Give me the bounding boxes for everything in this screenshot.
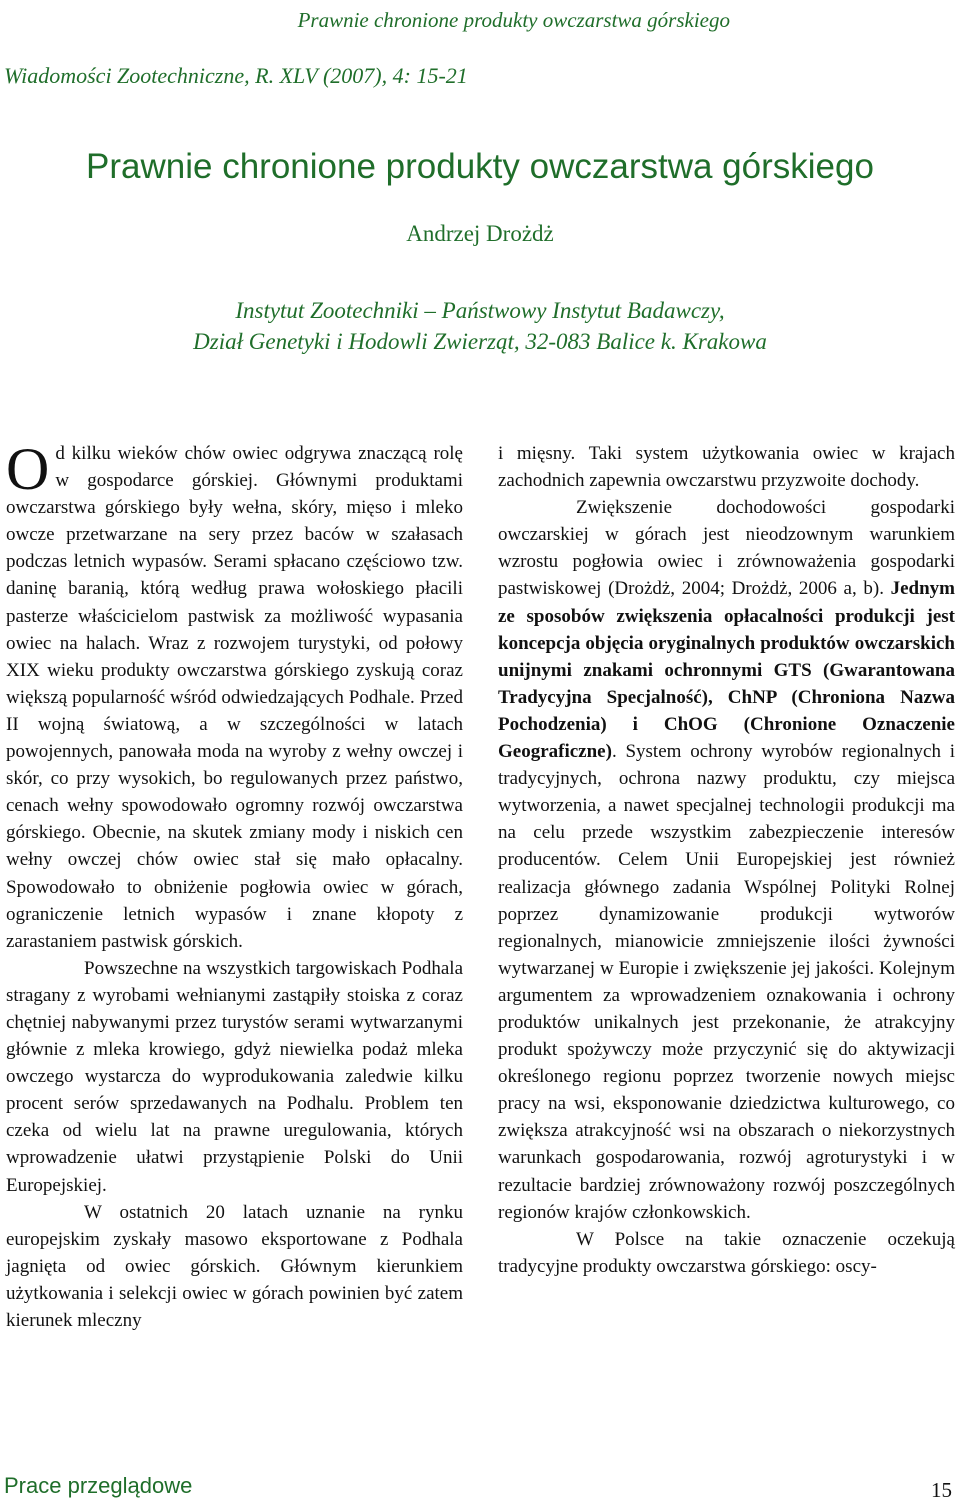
- right-paragraph-2-end: . System ochrony wyrobów regionalnych i tradycyjnych, ochrona nazwy produktu, czy miejsca wytworzenia, a nawet specjalnej technologii produkcji ma na celu przede wszystkim zabezpieczenie interesów producentów. Celem Unii Europejskiej jest również realizacja głównego zadania Wspólnej Polityki Rolnej poprzez dynamizowanie produkcji wytworów regionalnych, mianowicie zmniejszenie ilości żywności wytwarzanej w Europie i zwiększenie jej jakości. Kolejnym argumentem za wprowadzeniem oznakowania i ochrony produktów unikalnych jest przekonanie, że atrakcyjny produkt spożywczy może przyczynić się do aktywizacji określonego regionu poprzez tworzenie nowych miejsc pracy na wsi, eksponowanie dziedzictwa kulturowego, co zwiększa atrakcyjność wsi na obszarach o niekorzystnych warunkach gospodarowania, rozwój agroturystyki i w rezultacie bardziej zrównoważony rozwój poszczególnych regionów krajów członkowskich.: [498, 741, 955, 1223]
- right-paragraph-2-bold: Jednym ze sposobów zwiększenia opłacalności produkcji jest koncepcja objęcia oryginalnych produktów owczarskich unijnymi znakami ochronnymi GTS (Gwarantowana Tradycyjna Specjalność), ChNP (Chroniona Nazwa Pochodzenia) i ChOG (Chronione Oznaczenie Geograficzne): [498, 578, 955, 763]
- left-paragraph-3: W ostatnich 20 latach uznanie na rynku europejskim zyskały masowo eksportowane z Podhala jagnięta od owiec górskich. Głównym kierunkiem użytkowania i selekcji owiec w górach powinien być zatem kierunek mleczny: [6, 1201, 463, 1331]
- affiliation-line-2: Dział Genetyki i Hodowli Zwierząt, 32-083 Balice k. Krakowa: [193, 329, 767, 354]
- journal-citation: Wiadomości Zootechniczne, R. XLV (2007), 4: 15-21: [4, 63, 468, 88]
- affiliation-line-1: Instytut Zootechniki – Państwowy Instytut Badawczy,: [235, 298, 725, 323]
- left-paragraph-1-text: d kilku wieków chów owiec odgrywa znaczącą rolę w gospodarce górskiej. Głównymi produktami owczarstwa górskiego były wełna, skóry, mięso i mleko owcze przetwarzane na sery przez baców w szałasach podczas letnich wypasów. Serami spłacano częściowo tzw. daninę baranią, którą według prawa wołoskiego płacili pasterze właścicielom pastwisk za możliwość wypasania owiec na halach. Wraz z rozwojem turystyki, od połowy XIX wieku produkty owczarstwa górskiego zyskują coraz większą popularność wśród odwiedzających Podhale. Przed II wojną światową, a w szczególności w latach powojennych, panowała moda na wyroby z wełny owczej i skór, co przy wysokich, bo regulowanych przez państwo, cenach wełny spowodowało ogromny rozwój owczarstwa górskiego. Obecnie, na skutek zmiany mody i niskich cen wełny owczej chów owiec stał się mało opłacalny. Spowodowało to obniżenie pogłowia owiec w górach, ograniczenie letnich wypasów i znane kłopoty z zarastaniem pastwisk górskich.: [6, 443, 463, 952]
- footer-section-label: Prace przeglądowe: [4, 1473, 193, 1498]
- author-name: Andrzej Drożdż: [406, 221, 554, 246]
- right-paragraph-2: [498, 494, 955, 1226]
- article-title: Prawnie chronione produkty owczarstwa górskiego: [86, 147, 874, 186]
- right-paragraph-2-start: Zwiększenie dochodowości gospodarki owczarskiej w górach jest nieodzownym warunkiem wzrostu pogłowia owiec i zrównoważenia gospodarki pastwiskowej (Drożdż, 2004; Drożdż, 2006 a, b).: [498, 497, 955, 600]
- page-number: 15: [931, 1478, 952, 1502]
- running-header: Prawnie chronione produkty owczarstwa górskiego: [297, 8, 730, 32]
- left-paragraph-1: [6, 436, 463, 955]
- right-column: [498, 440, 955, 1280]
- left-column: [6, 436, 463, 1334]
- left-paragraph-2: Powszechne na wszystkich targowiskach Podhala stragany z wyrobami wełnianymi zastąpiły stoiska z coraz chętniej nabywanymi przez turystów serami wytwarzanymi głównie z mleka krowiego, gdyż niewielka podaż mleka owczego wystarcza do wyprodukowania zaledwie kilku procent serów sprzedawanych na Podhalu. Problem ten czeka od wielu lat na prawne uregulowania, których wprowadzenie ułatwi przystąpienie Polski do Unii Europejskiej.: [6, 957, 463, 1196]
- drop-cap: O: [6, 436, 50, 502]
- right-paragraph-3: W Polsce na takie oznaczenie oczekują tradycyjne produkty owczarstwa górskiego: oscy-: [498, 1228, 955, 1277]
- right-paragraph-1: i mięsny. Taki system użytkowania owiec w krajach zachodnich zapewnia owczarstwu przyzwoite dochody.: [498, 443, 955, 492]
